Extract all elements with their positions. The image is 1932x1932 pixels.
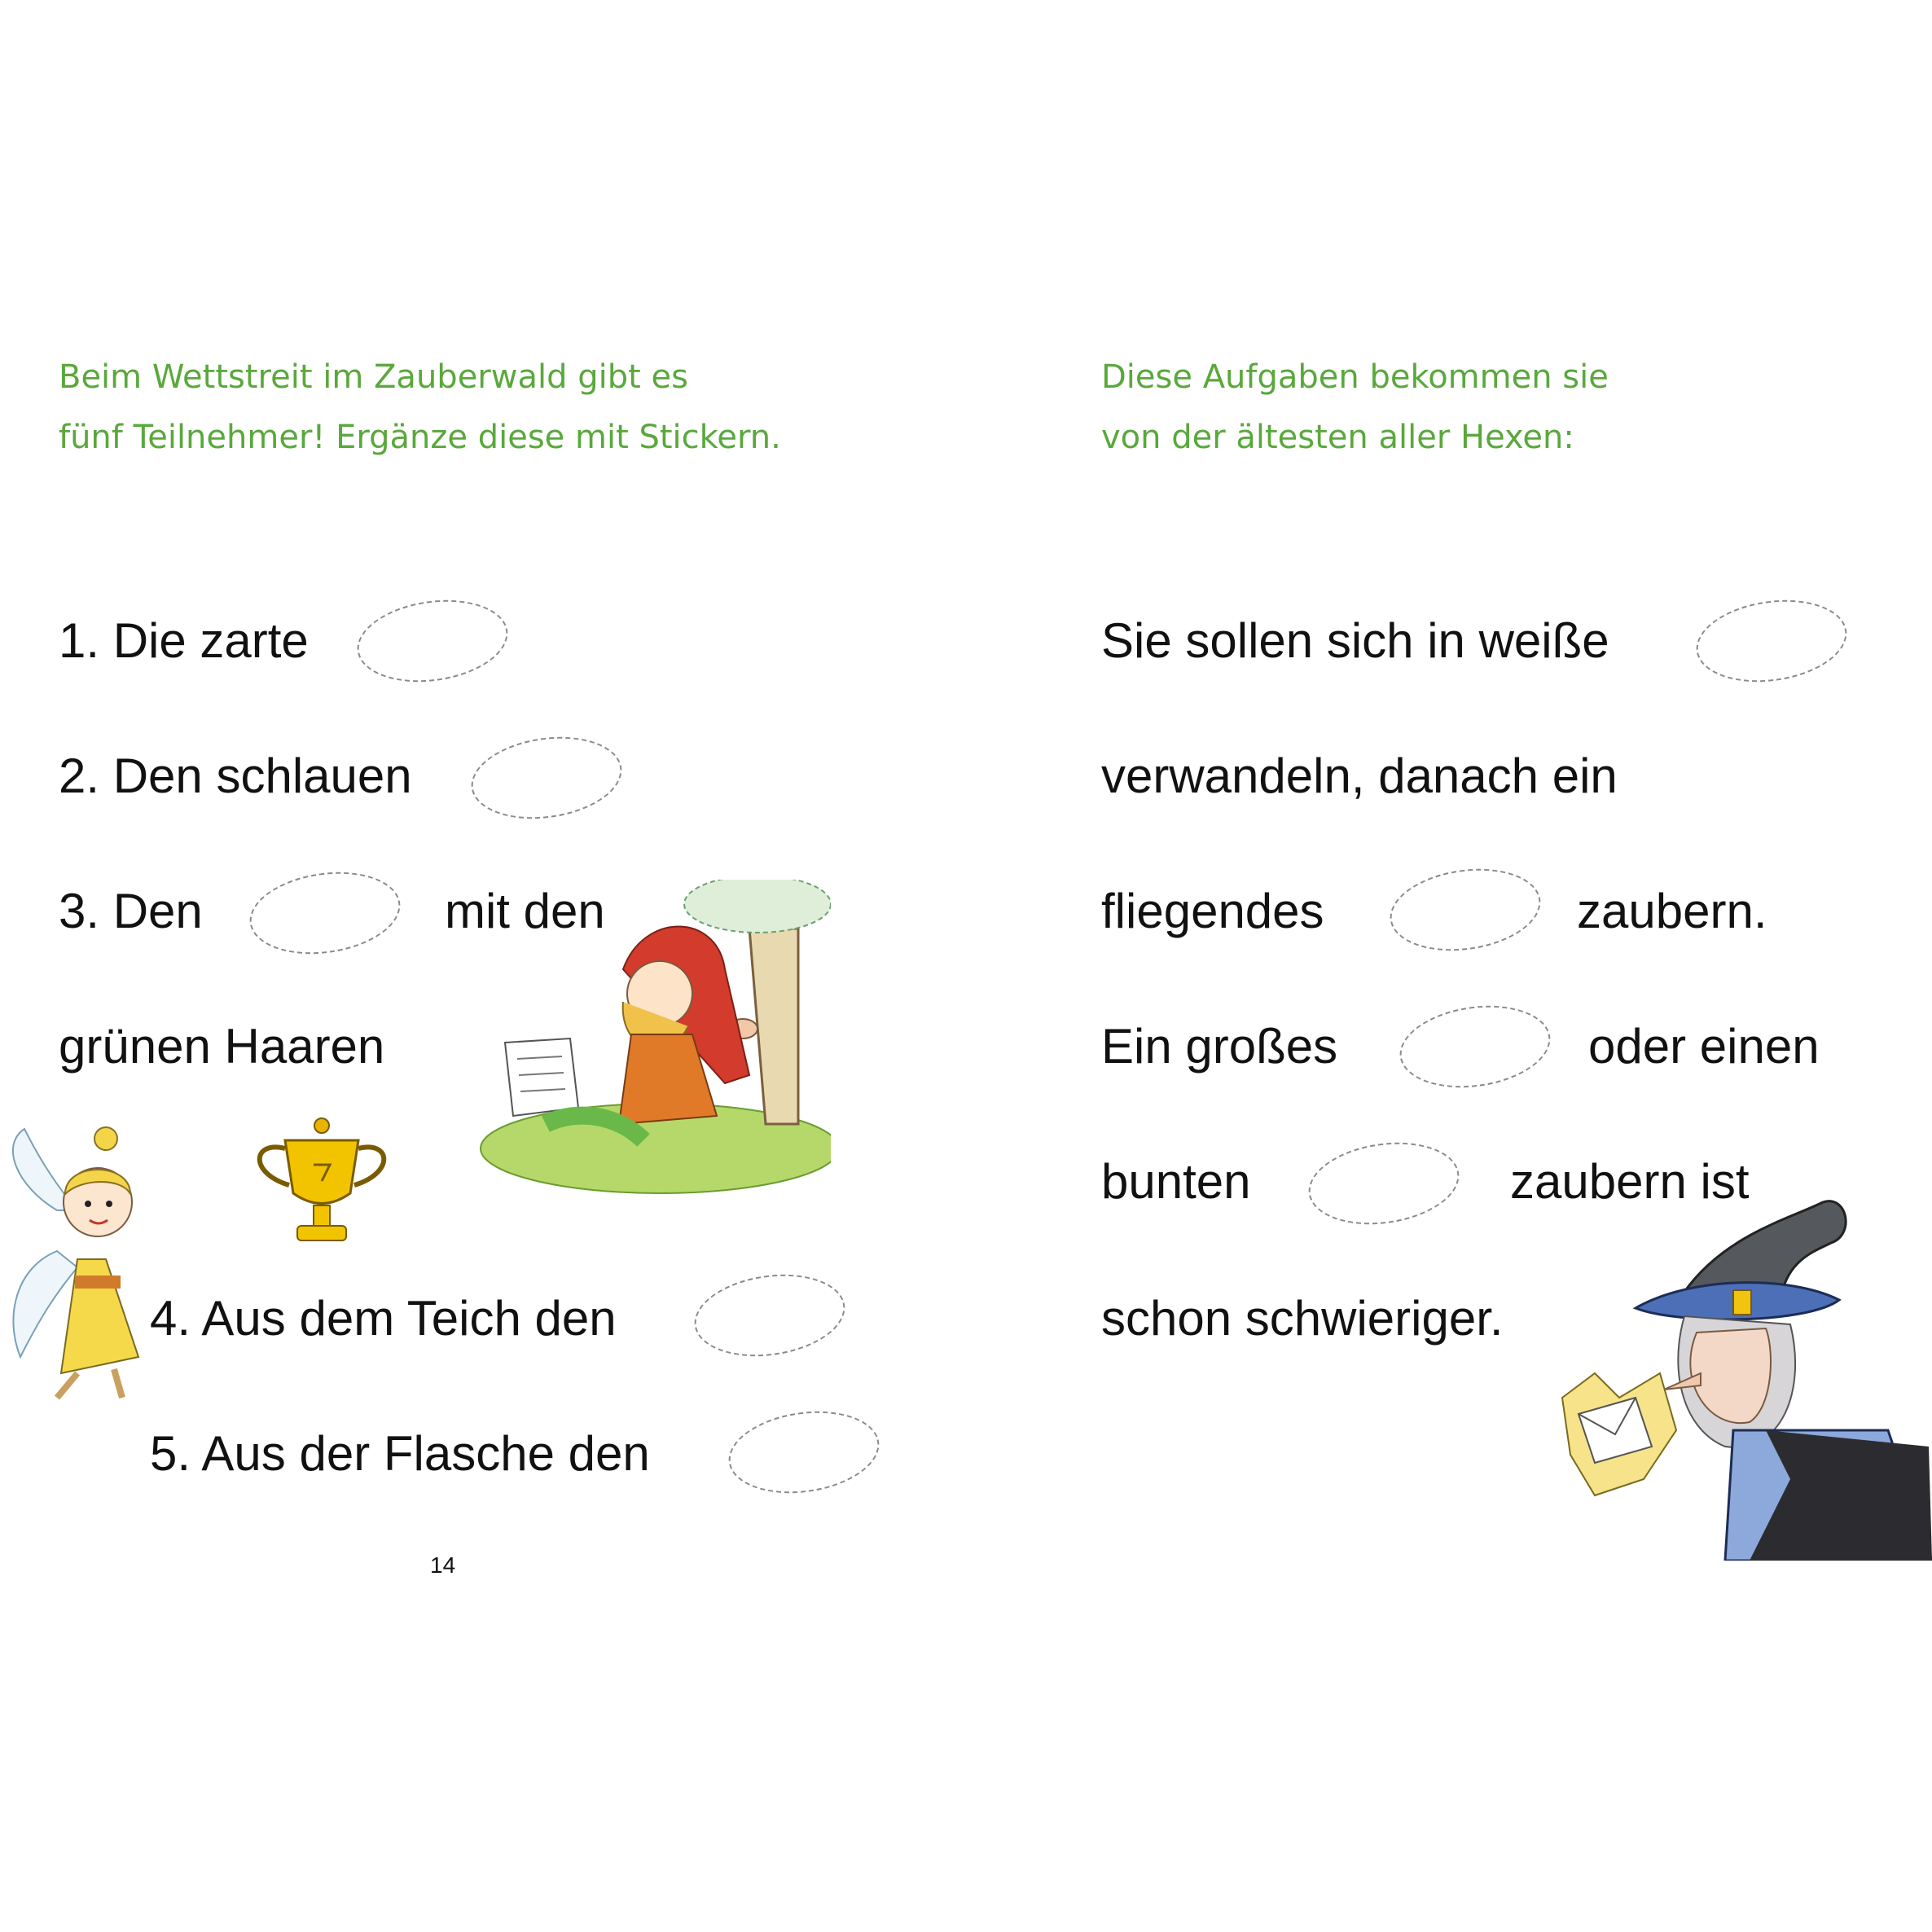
left-instruction-line1: Beim Wettstreit im Zauberwald gibt es [59, 358, 688, 396]
sticker-slot-1[interactable] [352, 591, 513, 692]
witch-illustration [1546, 1186, 1932, 1561]
sticker-slot-4[interactable] [689, 1266, 850, 1366]
right-line-3-start: fliegendes [1101, 884, 1324, 938]
sticker-slot-6[interactable] [1691, 591, 1852, 692]
right-instruction-line2: von der ältesten aller Hexen: [1101, 419, 1574, 456]
right-line-5-end: zaubern ist [1510, 1154, 1750, 1209]
golden-trophy-icon [244, 1116, 399, 1254]
sticker-slot-2[interactable] [466, 728, 627, 828]
witch-hat-icon [1684, 1201, 1846, 1292]
right-instruction-line1: Diese Aufgaben bekommen sie [1101, 358, 1609, 396]
fairy-illustration [0, 1113, 187, 1406]
sticker-slot-3[interactable] [244, 863, 406, 964]
right-line-2: verwandeln, danach ein [1101, 749, 1618, 803]
tree-leaves-icon [684, 880, 831, 933]
sticker-slot-7[interactable] [1385, 860, 1546, 960]
right-line-5-start: bunten [1101, 1154, 1251, 1209]
item-3-text-start: 3. Den [59, 884, 203, 938]
page-number: 14 [430, 1552, 456, 1578]
right-line-1: Sie sollen sich in weiße [1101, 613, 1609, 668]
right-line-6: schon schwieriger. [1101, 1291, 1504, 1346]
item-3-text-end: mit den [445, 884, 605, 938]
left-instruction-line2: fünf Teilnehmer! Ergänze diese mit Stickern. [59, 419, 781, 456]
gnome-reading-illustration [456, 880, 831, 1205]
right-line-4-start: Ein großes [1101, 1019, 1338, 1074]
right-page [966, 0, 1932, 1932]
item-4-text: 4. Aus dem Teich den [150, 1291, 617, 1346]
item-3-text-continued: grünen Haaren [59, 1019, 385, 1074]
item-5-text: 5. Aus der Flasche den [150, 1426, 650, 1481]
sticker-slot-9[interactable] [1303, 1134, 1464, 1234]
item-2-text: 2. Den schlauen [59, 749, 412, 803]
sticker-slot-8[interactable] [1394, 997, 1556, 1097]
paper-sheet-icon [505, 1038, 578, 1116]
right-line-3-end: zaubern. [1577, 884, 1767, 938]
sticker-slot-5[interactable] [723, 1403, 885, 1503]
right-line-4-end: oder einen [1588, 1019, 1820, 1074]
item-1-text: 1. Die zarte [59, 613, 309, 668]
